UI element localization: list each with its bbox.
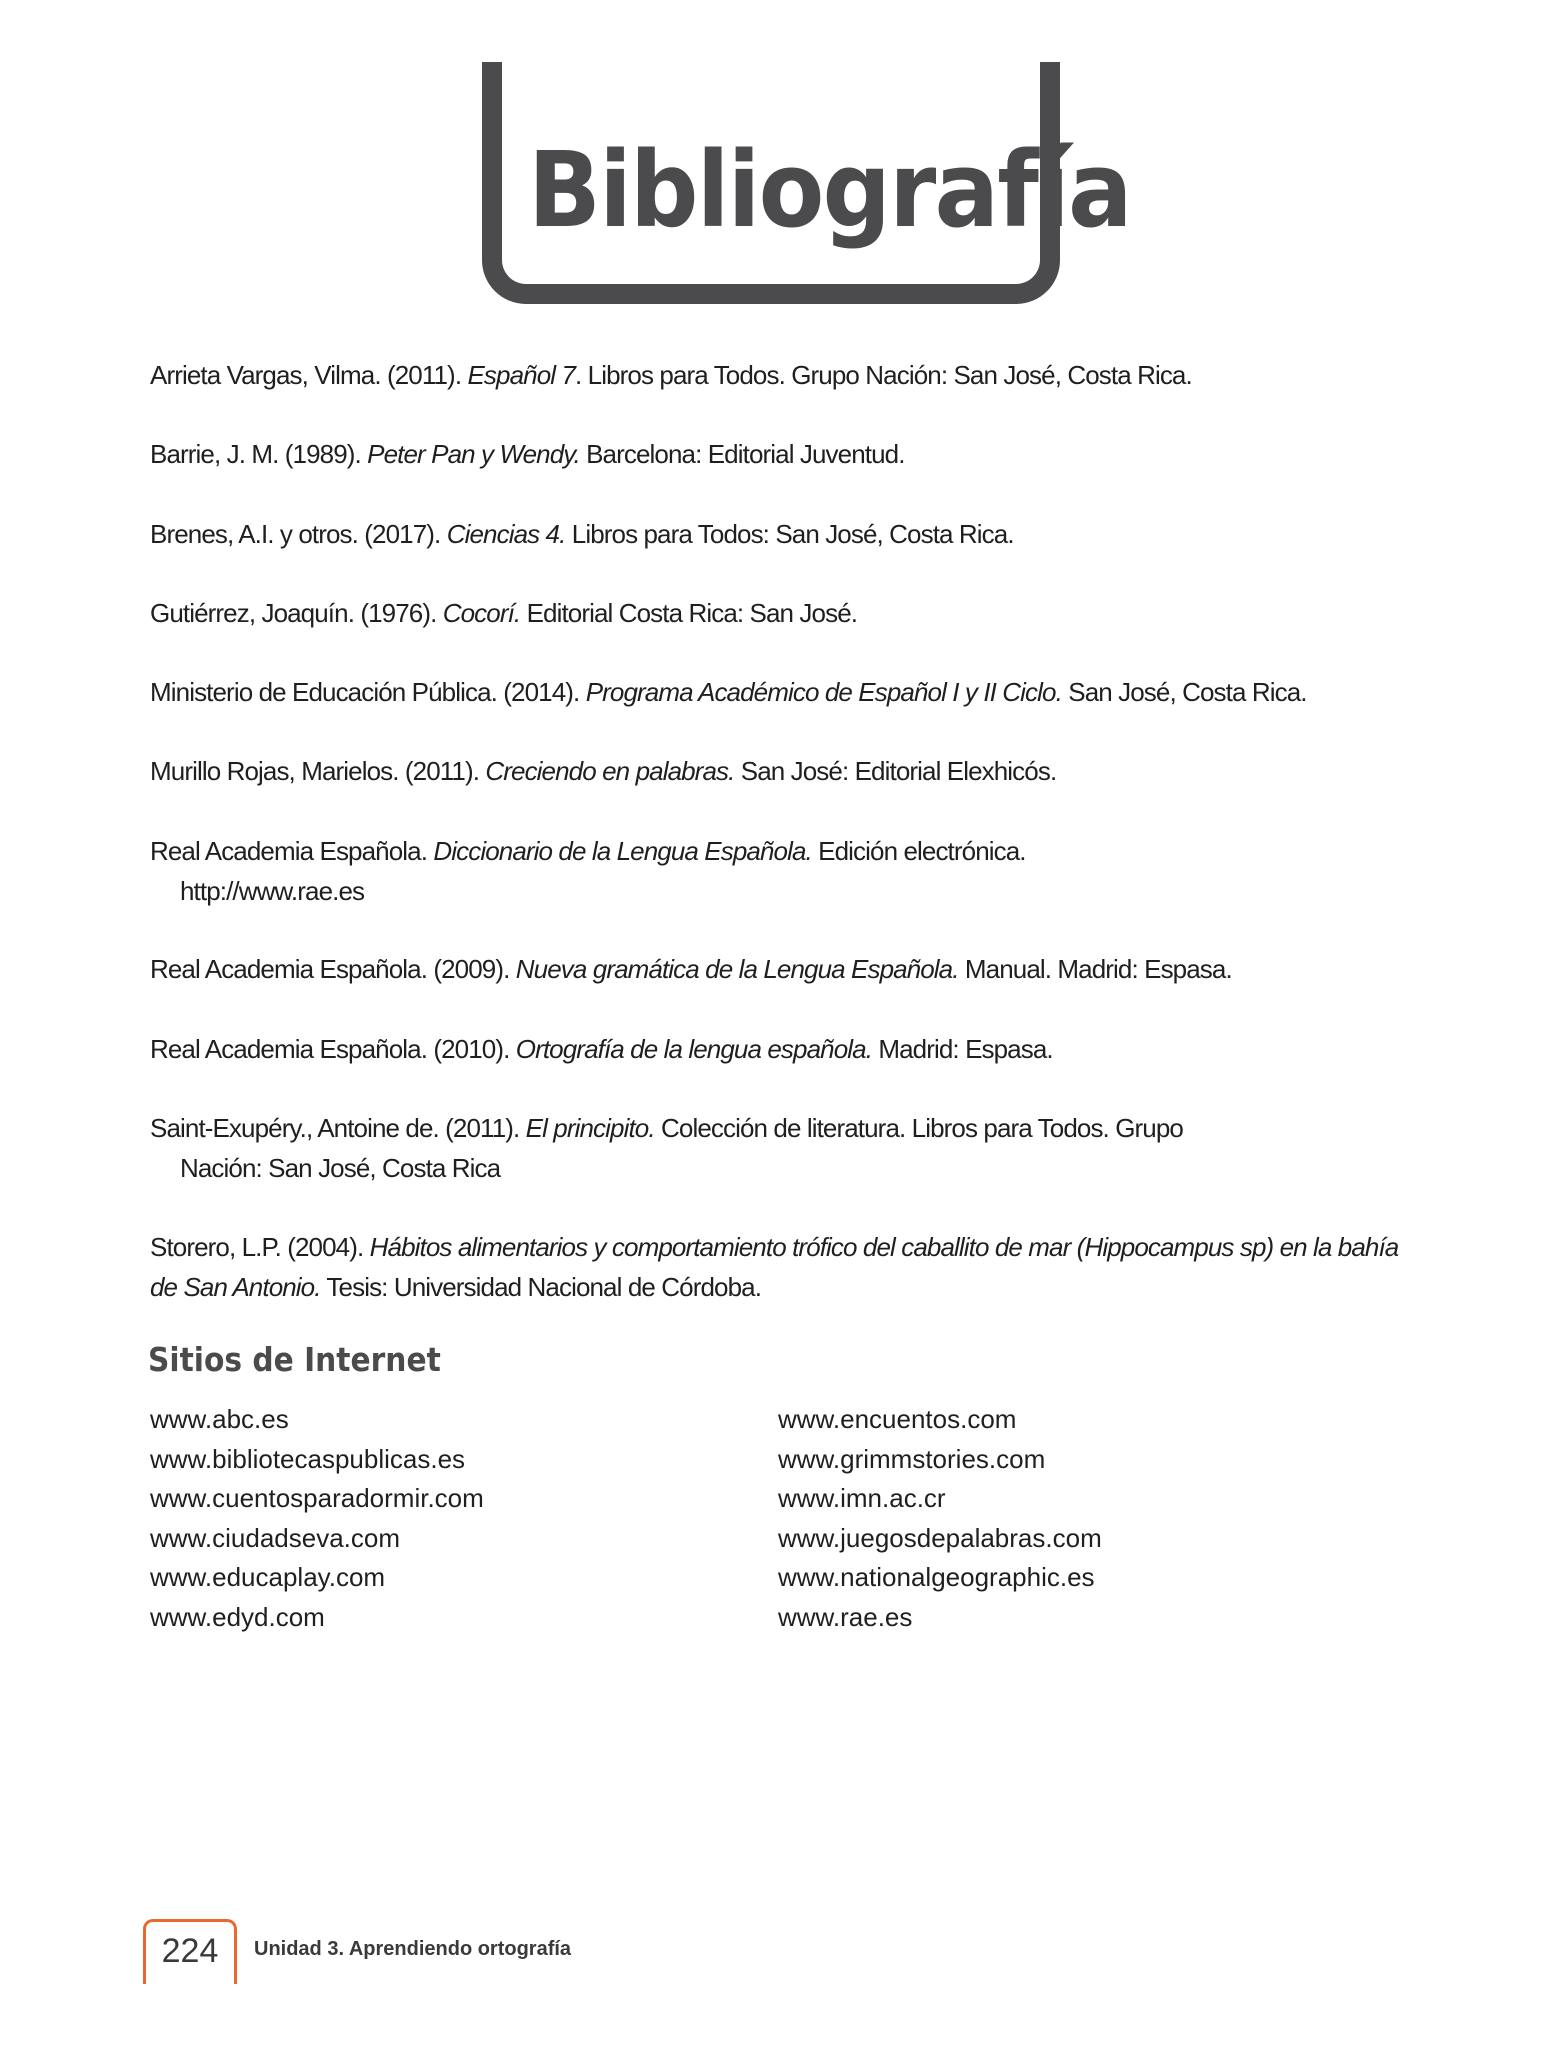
- url-list-right: [778, 1400, 1102, 1637]
- website-link[interactable]: www.bibliotecaspublicas.es: [150, 1443, 466, 1474]
- entry-text: San José: Editorial Elexhicós.: [734, 756, 1057, 786]
- page-title: Bibliografía: [528, 129, 1131, 251]
- entry-text: Arrieta Vargas, Vilma. (2011).: [150, 360, 468, 390]
- entry-line: [150, 598, 857, 628]
- bibliography-entry: [150, 1108, 1183, 1188]
- entry-text: Barcelona: Editorial Juventud.: [579, 439, 905, 469]
- url-list-left: [150, 1400, 484, 1637]
- website-link[interactable]: www.ciudadseva.com: [150, 1522, 400, 1553]
- entry-title: Diccionario de la Lengua Española.: [433, 836, 812, 866]
- bibliography-entry: [150, 514, 1014, 554]
- entry-title: Nueva gramática de la Lengua Española.: [515, 954, 959, 984]
- entry-text: Manual. Madrid: Espasa.: [958, 954, 1232, 984]
- website-link[interactable]: www.rae.es: [778, 1601, 913, 1632]
- entry-title: Español 7: [467, 360, 576, 390]
- entry-title: ) en la bahía: [1265, 1232, 1399, 1262]
- entry-title: Cocorí.: [442, 598, 521, 628]
- entry-text: Ministerio de Educación Pública. (2014).: [150, 677, 586, 707]
- entry-text: Colección de literatura. Libros para Todos. Grupo: [654, 1113, 1183, 1143]
- website-link[interactable]: www.abc.es: [150, 1404, 289, 1434]
- website-link[interactable]: www.grimmstories.com: [778, 1443, 1046, 1474]
- website-link[interactable]: www.imn.ac.cr: [778, 1483, 946, 1513]
- bibliography-entry: [150, 1029, 1053, 1069]
- bibliography-entry: [150, 593, 857, 633]
- bibliography-entry: [150, 672, 1307, 712]
- entry-line: [150, 756, 1056, 786]
- entry-text: Real Academia Española. (2010).: [150, 1034, 516, 1064]
- entry-text: Saint-Exupéry., Antoine de. (2011).: [150, 1113, 526, 1143]
- entry-line: [150, 1148, 1183, 1188]
- entry-title: El principito.: [525, 1113, 655, 1143]
- entry-title: Ortografía de la lengua española.: [515, 1034, 873, 1064]
- entry-text: Editorial Costa Rica: San José.: [520, 598, 858, 628]
- website-link[interactable]: www.edyd.com: [150, 1601, 325, 1632]
- website-link[interactable]: www.encuentos.com: [778, 1404, 1017, 1434]
- entry-line: [150, 519, 1014, 549]
- page-number: 224: [161, 1932, 219, 1970]
- entry-text: Barrie, J. M. (1989).: [150, 439, 368, 469]
- entry-title: Programa Académico de Español I y II Ciclo.: [585, 677, 1062, 707]
- website-link[interactable]: www.cuentosparadormir.com: [150, 1483, 484, 1513]
- unit-label: Unidad 3. Aprendiendo ortografía: [254, 1938, 572, 1960]
- website-link[interactable]: www.nationalgeographic.es: [778, 1562, 1095, 1592]
- entry-text: . Libros para Todos. Grupo Nación: San José, Costa Rica.: [575, 360, 1192, 390]
- entry-line: [150, 954, 1232, 984]
- website-link[interactable]: www.educaplay.com: [150, 1562, 386, 1592]
- entry-line: [150, 1113, 1183, 1143]
- entry-line: [150, 871, 1026, 911]
- bibliography-entry: [150, 949, 1232, 989]
- entry-text: Murillo Rojas, Marielos. (2011).: [150, 756, 486, 786]
- entry-text: Real Academia Española.: [150, 836, 434, 866]
- entry-line: [150, 677, 1307, 707]
- entry-text: Madrid: Espasa.: [872, 1034, 1053, 1064]
- entry-title: Ciencias 4.: [446, 519, 566, 549]
- bibliography-entry: [150, 434, 905, 474]
- bibliography-entry: [150, 831, 1026, 911]
- entry-title: de San Antonio.: [150, 1272, 321, 1302]
- bibliography-entry: [150, 355, 1192, 395]
- entry-text: San José, Costa Rica.: [1061, 677, 1307, 707]
- entry-line: [150, 1232, 1398, 1262]
- bibliography-entry: [150, 751, 1056, 791]
- page-number-box: [143, 1919, 237, 1984]
- entry-title: Peter Pan y Wendy.: [367, 439, 580, 469]
- entry-text: Real Academia Española. (2009).: [150, 954, 516, 984]
- entry-text: Brenes, A.I. y otros. (2017).: [150, 519, 447, 549]
- entry-text: Nación: San José, Costa Rica: [180, 1153, 501, 1183]
- entry-line: [150, 439, 905, 469]
- entry-text: Edición electrónica.: [811, 836, 1026, 866]
- bibliography-entry: [150, 1227, 1398, 1307]
- entry-line: [150, 1267, 1398, 1307]
- entry-text: http://www.rae.es: [180, 876, 365, 906]
- entry-line: [150, 1034, 1053, 1064]
- entry-title: Hábitos alimentarios y comportamiento trófico del caballito de mar (: [369, 1232, 1085, 1262]
- entry-line: [150, 836, 1026, 866]
- entry-text: Libros para Todos: San José, Costa Rica.: [565, 519, 1014, 549]
- entry-text: Gutiérrez, Joaquín. (1976).: [150, 598, 443, 628]
- entry-title: Hippocampus sp: [1084, 1232, 1266, 1262]
- entry-title: Creciendo en palabras.: [485, 756, 735, 786]
- section-heading-sitios: Sitios de Internet: [148, 1340, 441, 1379]
- entry-text: Storero, L.P. (2004).: [150, 1232, 370, 1262]
- entry-line: [150, 360, 1192, 390]
- entry-text: Tesis: Universidad Nacional de Córdoba.: [320, 1272, 762, 1302]
- website-link[interactable]: www.juegosdepalabras.com: [778, 1522, 1102, 1553]
